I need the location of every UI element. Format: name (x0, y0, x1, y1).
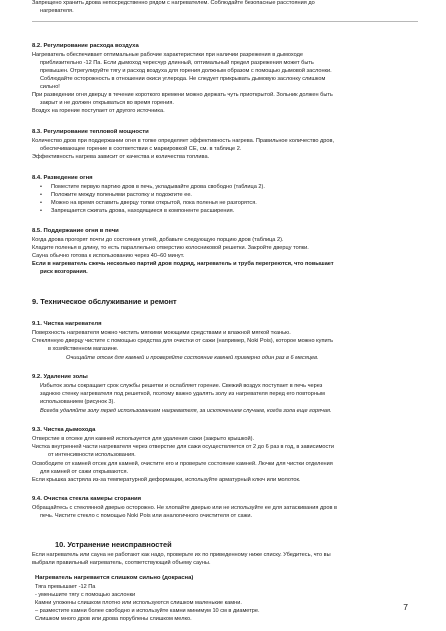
list-item: Можно на время оставить дверцу топки открытой, пока поленья не разгорятся. (51, 200, 257, 206)
intro-line: нагревателя. (40, 8, 74, 14)
warning-line: Если в нагреватель сжечь несколько партий дров подряд, нагреватель и труба перегреются, что повышает (32, 261, 334, 267)
list-item: Поместите первую партию дров в печь, укладывайте дрова свободно (таблица 2). (51, 184, 265, 190)
paragraph-line: Воздух на горение поступает от другого источника. (32, 108, 165, 114)
warning-line: риск возгорания. (40, 269, 88, 275)
paragraph-line: При разведении огня дверцу в течение короткого времени можно держать чуть приоткрытой. Зольник должен быть (32, 92, 333, 98)
divider (32, 21, 418, 22)
paragraph-line: закрыт и не должен открываться во время горения. (40, 100, 174, 106)
paragraph-line: Тяга превышает -12 Па (35, 584, 96, 590)
bullet-icon: • (40, 200, 42, 206)
paragraph-line: использованием (рисунок 3). (40, 399, 115, 405)
paragraph-line: Стеклянную дверцу чистите с помощью средства для очистки от сажи (например, Noki Pois), которое можно купить (32, 338, 334, 344)
paragraph-line: для камней от сажи открываются. (40, 469, 129, 475)
section-heading-8-3: 8.3. Регулирование тепловой мощности (32, 129, 149, 135)
paragraph-line: Нагреватель обеспечивает оптимальные рабочие характеристики при наличии разрежения в дымоходе (32, 52, 304, 58)
paragraph-line: Когда дрова прогорят почти до состояния углей, добавьте следующую порцию дров (таблица 2). (32, 237, 284, 243)
paragraph-line: Если нагреватель или сауна не работают как надо, проверьте их по приведенному ниже списку. Убедитесь, что вы (32, 552, 331, 558)
italic-note: Очищайте отсек для камней и проверяйте состояние камней примерно один раз в 6 месяцев. (66, 355, 319, 361)
paragraph-line: превышен. Отрегулируйте тягу и расход воздуха для горения должным образом с помощью дымовой заслонки. (40, 68, 332, 74)
bullet-icon: • (40, 192, 42, 198)
paragraph-line: Камни уложены слишком плотно или используются слишком маленькие камни. (35, 600, 242, 606)
paragraph-line: приблизительно -12 Па. Если дымоход чересчур длинный, оптимальный предел разрежения может быть (40, 60, 314, 66)
section-heading-9-4: 9.4. Очистка стекла камеры сгорания (32, 496, 142, 502)
list-item: Положите между поленьями растопку и подожгите ее. (51, 192, 192, 198)
paragraph-line: Обращайтесь с стеклянной дверью осторожно. Не хлопайте дверью или не используйте ее для затаскивания дров в (32, 505, 337, 511)
paragraph-line: Количество дров при поддержании огня в топке определяет эффективность нагрева. Правильное количество дров, (32, 138, 335, 144)
paragraph-line: от интенсивности использования. (48, 452, 136, 458)
paragraph-line: Сауна обычно готова к использованию через 40–60 минут. (32, 253, 185, 259)
page-number: 7 (403, 602, 408, 612)
paragraph-line: выбрали правильный нагреватель, соответствующий объему сауны. (32, 560, 211, 566)
paragraph-line: Слишком много дров или дрова порублены слишком мелко. (35, 616, 192, 622)
section-heading-9-2: 9.2. Удаление золы (32, 374, 88, 380)
paragraph-line: Чистка внутренней части нагревателя через отверстие для сажи осуществляется от 2 до 6 раз в год, в зависимости (32, 444, 335, 450)
paragraph-line: сильно! (40, 84, 60, 90)
paragraph-line: Эффективность нагрева зависит от качества и количества топлива. (32, 154, 210, 160)
chapter-heading-9: 9. Техническое обслуживание и ремонт (32, 297, 177, 306)
subsection-heading: Нагреватель нагревается слишком сильно (докрасна) (35, 575, 194, 581)
section-heading-9-1: 9.1. Чистка нагревателя (32, 321, 102, 327)
italic-note: Всегда удаляйте золу перед использованием нагревателя, за исключением случаев, когда зола еще горячая. (40, 408, 332, 414)
paragraph-line: Освободите от камней отсек для камней, очистите его и проверьте состояние камней. Лючки для чистки отделения (32, 461, 333, 467)
paragraph-line: печь. Чистите стекло с помощью Noki Pois или аналогичного очистителя от сажи. (40, 513, 253, 519)
paragraph-line: заднюю стенку нагревателя под решеткой, поэтому важно удалять золу из нагревателя перед его повторным (40, 391, 325, 397)
paragraph-line: Соблюдайте осторожность в отношении окиси углерода. Не следует прикрывать дымовую заслонку слишком (40, 76, 326, 82)
list-item: Запрещается сжигать дрова, находящиеся в компоненте расширения. (51, 208, 235, 214)
paragraph-line: обеспечивающее горение в соответствии с маркировкой CE, см. в таблице 2. (40, 146, 242, 152)
section-heading-8-5: 8.5. Поддержание огня в печи (32, 228, 119, 234)
section-heading-8-2: 8.2. Регулирование расхода воздуха (32, 43, 139, 49)
bullet-icon: • (40, 208, 42, 214)
paragraph-line: Если крышка застряла из-за температурной деформации, используйте арматурный ключ или молоток. (32, 477, 301, 483)
intro-line: Запрещено хранить дрова непосредственно рядом с нагревателем. Соблюдайте безопасные расстояния до (32, 0, 315, 6)
paragraph-line: – разместите камни более свободно и используйте камни минимум 10 см в диаметре. (35, 608, 260, 614)
paragraph-line: - уменьшите тягу с помощью заслонки (35, 592, 136, 598)
paragraph-line: в хозяйственном магазине. (48, 346, 119, 352)
paragraph-line: Поверхность нагревателя можно чистить мягкими моющими средствами и влажной мягкой тканью. (32, 330, 291, 336)
section-heading-8-4: 8.4. Разведение огня (32, 175, 93, 181)
bullet-icon: • (40, 184, 42, 190)
paragraph-line: Избыток золы сокращает срок службы решетки и ослабляет горение. Свежий воздух поступает в печь через (40, 383, 323, 389)
section-heading-9-3: 9.3. Чистка дымохода (32, 427, 96, 433)
paragraph-line: Отверстие в отсеке для камней используется для удаления сажи (закрыто крышкой). (32, 436, 255, 442)
paragraph-line: Кладите поленья в длину, то есть параллельно отверстию колосниковой решетки. Закройте дверцу топки. (32, 245, 309, 251)
chapter-heading-10: 10. Устранение неисправностей (55, 540, 172, 549)
